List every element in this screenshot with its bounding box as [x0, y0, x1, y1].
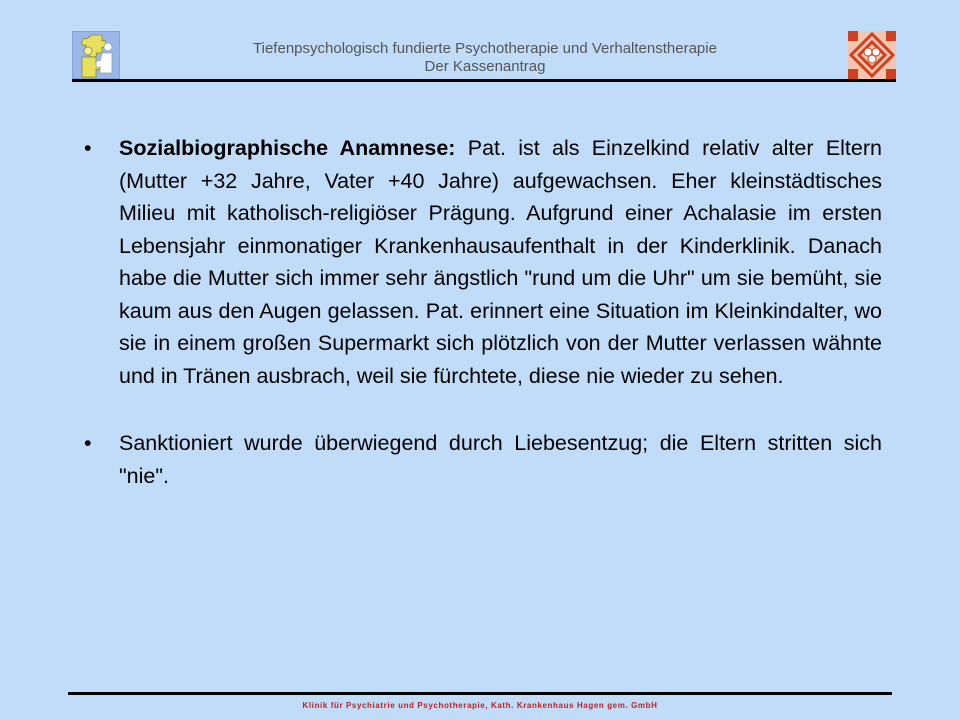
footer-divider	[68, 692, 892, 695]
bullet-marker: •	[84, 136, 92, 160]
bullet-text	[119, 132, 882, 392]
bullet-body: Pat. ist als Einzelkind relativ alter Eltern (Mutter +32 Jahre, Vater +40 Jahre) aufgewachsen. Eher kleinstädtisches Milieu mit katholisch-religiöser Prägung. Aufgrund einer Achalasie im ersten Lebensjahr einmonatiger Krankenhausaufenthalt in der Kinderklinik. Danach habe die Mutter sich immer sehr ängstlich "rund um die Uhr" um sie bemüht, sie kaum aus den Augen gelassen. Pat. erinnert eine Situation im Kleinkindalter, wo sie in einem großen Supermarkt sich plötzlich von der Mutter verlassen wähnte und in Tränen ausbrach, weil sie fürchtete, diese nie wieder zu sehen.	[119, 136, 882, 388]
footer-text: Klinik für Psychiatrie und Psychotherapie, Kath. Krankenhaus Hagen gem. GmbH	[302, 701, 658, 710]
header-title	[140, 40, 830, 76]
bullet-marker: •	[84, 431, 92, 455]
bullet-list	[84, 132, 882, 492]
puzzle-people-icon	[72, 31, 120, 79]
bullet-heading: Sozialbiographische Anamnese:	[119, 136, 456, 160]
bullet-item-anamnese	[84, 132, 882, 392]
header-title-line1: Tiefenpsychologisch fundierte Psychotherapie und Verhaltenstherapie	[253, 40, 717, 57]
header-divider	[72, 79, 896, 82]
diamond-emblem-icon	[848, 31, 896, 79]
bullet-body: Sanktioniert wurde überwiegend durch Liebesentzug; die Eltern stritten sich "nie".	[119, 431, 882, 488]
header-title-line2: Der Kassenantrag	[424, 58, 546, 75]
bullet-item-sanktion	[84, 427, 882, 492]
